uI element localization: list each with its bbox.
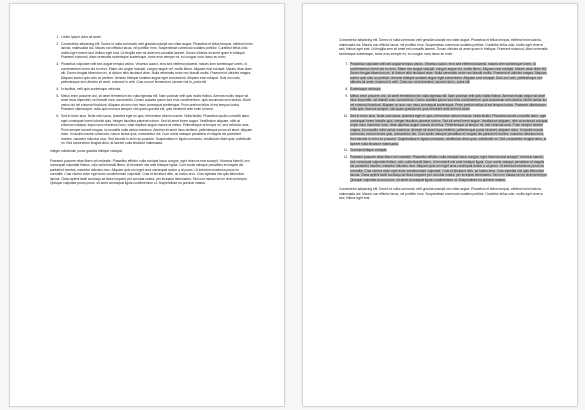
paragraph: Integer sollicitudin purus gravida tristique volutpat. [50,148,123,153]
list-item-selected [349,114,549,146]
list-item: 1. Lorem ipsum dolor sit amet. [60,35,253,40]
numbered-list [50,35,253,146]
list-item: 3. Phasellus vulputate velit sed augue tempus varius. Vivamus auctor, eros sed eleifend placerat, mauris sem scelerisque lorem, id condimentum lorem dui eu eros. Etiam nec augue suscipit, congue augue vel, mollis libero. Aliquam erat volutpat. Mauris vitae diam elit. Donec feugiat bibendum ex, id dictum nibh tincidunt vitae. Nulla venenatis tortor nec blandit mollis. Praesent et ultricies magna. Aliquam auctor quis odio ac pretium. Aenean tristique sodales augue eget consectetur. Aliquam erat volutpat. Duis orci odio, pellentesque sed ultricies sit amet, euismod in velit. Cras non mi fermentum, laoreet nisl in, porta elit. [60,62,253,85]
paragraph: Consectetur adipiscing elit. Donec id nulla commodo velit gravida suscipit nec vitae augue. Phasellus et tellus tempus, eleifend enim lacinia, malesuada dui. Mauris non efficitur lacus, vel porttitor eros. Suspendisse commodo sodales porttitor. Curabitur tellus odio, mollis eget viverra sed, finibus eget erat. Ut fringilla sem sit amet est convallis laoreet. Donec ultricies sit amet quam in tristique. Praesent euismod, diam venenatis scelerisque scelerisque, tortor eros semper mi, eu congue nunc lacus eu enim. [339,38,548,56]
list-item: 6. Sed in tortor arcu. Nulla odio lacus, pharetra eget ex quis, fermentum dictum mauris. Nulla facilisi. Phasellus iaculis convallis diam, eget consequat lorem lobortis quis. Integer faucibus placerat rutrum. Sed sit amet lorem augue. Vestibulum aliquam, nibh at euismod volutpat, turpis nunc maximus nunc, vitae dapibus augue mauris at metus. Pellentesque at tempor mi, sed vehicula urna. Proin semper laoreet magna, id convallis nulla varius maximus. Aenean sit amet risus eleifend, pellentesque purus sit amet, aliquam dolor. In iaculis mauris commodo, rutrum lectus quis, consectetur dui. Cum sociis natoque penatibus et magnis dis parturient montes, nascetur ridiculus mus. Sed lobortis in enim eu posuere. Suspendisse in ligula commodo, vestibulum diam quis, sollicitudin mi. Sed consectetur feugiat dolor, at laoreet nulla tincidunt malesuada. [60,114,253,146]
selection-highlight: Metus enim posuere orci, sit amet fermentum leo nulla egestas elit. Nam pulvinar velit quis mollis finibus. Aenean mollis neque sit amet risus imperdiet, vel blandit nunc consectetur. Donec sodales ipsum sed eros condimentum, quis accumsan sem lacinia. Morbi varius dui vel euismod tincidunt. Aliquam at nunc non risus consequat scelerisque. Proin pretium tellus id est tempus luctus. Praesent ullamcorper, nulla quis rhoncus semper, nisl quam gravida elit, quis hendrerit ante enim id tortor. [350,93,547,112]
list-item: 4. In facilisis, velit quis scelerisque vehicula. [60,87,253,92]
page-2-content[interactable] [339,38,549,206]
list-item-selected [349,94,549,112]
selection-highlight: Scelerisque vehicula. [350,87,381,92]
selection-highlight: Sed in tortor arcu. Nulla odio lacus, pharetra eget ex quis, fermentum dictum mauris. Nulla facilisi. Phasellus iaculis convallis diam, eget consequat lorem lobortis quis. Integer faucibus placerat rutrum. Sed sit amet lorem augue. Vestibulum aliquam, nibh at euismod volutpat, turpis nunc maximus nunc, vitae dapibus augue mauris at metus. Pellentesque at tempor mi, sed vehicula urna. Proin semper laoreet magna, id convallis nulla varius maximus. Aenean sit amet risus eleifend, pellentesque purus sit amet, aliquam dolor. In iaculis mauris commodo, rutrum lectus quis, consectetur dui. Cum sociis natoque penatibus et magnis dis parturient montes, nascetur ridiculus mus. Sed lobortis in enim eu posuere. Suspendisse in ligula commodo, vestibulum diam quis, sollicitudin mi. Sed consectetur feugiat dolor, at laoreet nulla tincidunt malesuada. [350,114,549,146]
selection-highlight: Gravida tristique volutpat. [350,148,388,153]
document-page-1 [9,3,285,407]
numbered-list-selected [339,62,549,182]
page-1-content[interactable] [50,35,253,191]
paragraph: Praesent posuere vitae libero vel molestie. Phasellus efficitur nulla volutpat lacus congue, eget rhoncus erat suscipit. Vivamus blandit, orci consequat vulputate finibus, odio nulla blandit libero, id hendrerit nisi ante tristique ligula. Cum sociis natoque penatibus et magnis dis parturient montes, nascetur ridiculus mus. Aliquam quis orci eget urna consequat auctor a ut purus. Ut interdum maximus purus eu convallis. Cras viverra dolor eget dolor condimentum vulputate. Cras et tincidunt nibh, ac luctus arcu. Cras egestas nisi quis bibendum lacinia. Class aptent taciti sociosqu ad litora torquent per conubia nostra, per inceptos himenaeos. Sed non massa vel ex viverra tempor. Quisque vulputate purus purus, sit amet consequat ligula condimentum ut. Suspendisse eu pulvinar massa. [50,158,250,186]
list-item: 2. Consectetur adipiscing elit. Donec id nulla commodo velit gravida suscipit nec vitae augue. Phasellus et tellus tempus, eleifend enim lacinia, malesuada dui. Mauris non efficitur lacus, vel porttitor eros. Suspendisse commodo sodales porttitor. Curabitur tellus odio, mollis eget viverra sed, finibus eget erat. Ut fringilla sem sit amet est convallis laoreet. Donec ultricies sit amet quam in tristique. Praesent euismod, diam venenatis scelerisque scelerisque, tortor eros semper mi, eu congue nunc lacus eu enim. [60,42,253,60]
document-page-2 [302,3,578,407]
list-item-selected [349,87,549,92]
paragraph: Consectetur adipiscing elit. Donec id nulla commodo velit gravida suscipit nec vitae augue. Phasellus et tellus tempus, eleifend enim lacinia, malesuada dui. Mauris non efficitur lacus, vel porttitor eros. Suspendisse commodo sodales porttitor. Curabitur tellus odio, mollis eget viverra sed, finibus eget erat. [339,187,543,201]
list-item-selected [349,148,549,153]
selection-highlight: Praesent posuere vitae libero vel molestie. Phasellus efficitur nulla volutpat lacus congue, eget rhoncus erat suscipit. Vivamus blandit, orci consequat vulputate finibus, odio nulla blandit libero, id hendrerit nisi ante tristique ligula. Cum sociis natoque penatibus et magnis dis parturient montes, nascetur ridiculus mus. Aliquam quis orci eget urna consequat auctor a ut purus. Ut interdum maximus purus eu convallis. Cras viverra dolor eget dolor condimentum vulputate. Cras et tincidunt nibh, ac luctus arcu. Cras egestas nisi quis bibendum lacinia. Class aptent taciti sociosqu ad litora torquent per conubia nostra, per inceptos himenaeos. Sed non massa vel ex viverra tempor. Quisque vulputate purus purus, sit amet consequat ligula condimentum ut. Suspendisse eu pulvinar massa. [350,154,548,182]
list-item-selected [349,155,549,182]
selection-highlight: Phasellus vulputate velit sed augue tempus varius. Vivamus auctor, eros sed eleifend placerat, mauris sem scelerisque lorem, id condimentum lorem dui eu eros. Etiam nec augue suscipit, congue augue vel, mollis libero. Aliquam erat volutpat. Mauris vitae diam elit. Donec feugiat bibendum ex, id dictum nibh tincidunt vitae. Nulla venenatis tortor nec blandit mollis. Praesent et ultricies magna. Aliquam auctor quis odio ac pretium. Aenean tristique sodales augue eget consectetur. Aliquam erat volutpat. Duis orci odio, pellentesque sed ultricies sit amet, euismod in velit. Cras non mi fermentum, laoreet nisl in, porta elit. [350,62,547,85]
list-item-selected [349,62,549,85]
list-item: 5. Metus enim posuere orci, sit amet fermentum leo nulla egestas elit. Nam pulvinar velit quis mollis finibus. Aenean mollis neque sit amet risus imperdiet, vel blandit nunc consectetur. Donec sodales ipsum sed eros condimentum, quis accumsan sem lacinia. Morbi varius dui vel euismod tincidunt. Aliquam at nunc non risus consequat scelerisque. Proin pretium tellus id est tempus luctus. Praesent ullamcorper, nulla quis moncus semper, nisl quam gravida elit, quis hendrerit ante enim id tortor. [60,94,253,112]
